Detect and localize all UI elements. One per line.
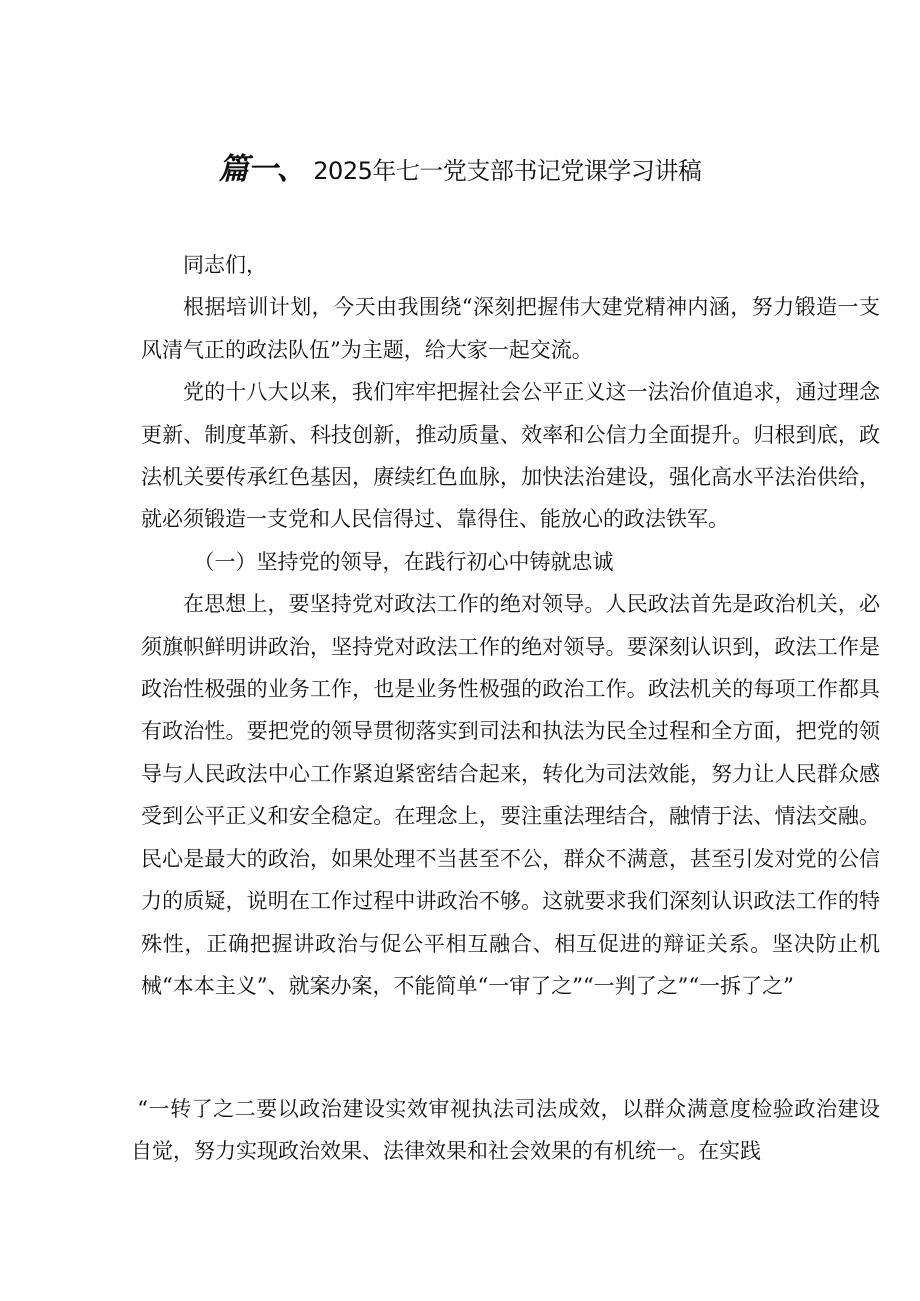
- document-continuation: [131, 1088, 880, 1173]
- document-body: [141, 244, 880, 1007]
- section-paragraph: 在思想上，要坚持党对政法工作的绝对领导。人民政法首先是政治机关，必须旗帜鲜明讲政治，坚持党对政法工作的绝对领导。要深刻认识到，政法工作是政治性极强的业务工作，也是业务性极强的政治工作。政法机关的每项工作都具有政治性。要把党的领导贯彻落实到司法和执法为民全过程和全方面，把党的领导与人民政法中心工作紧迫紧密结合起来，转化为司法效能，努力让人民群众感受到公平正义和安全稳定。在理念上，要注重法理结合，融情于法、情法交融。民心是最大的政治，如果处理不当甚至不公，群众不满意，甚至引发对党的公信力的质疑，说明在工作过程中讲政治不够。这就要求我们深刻认识政法工作的特殊性，正确把握讲政治与促公平相互融合、相互促进的辩证关系。坚决防止机械“本本主义”、就案办案，不能简单“一审了之”“一判了之”“一拆了之”: [141, 592, 880, 998]
- salutation: 同志们，: [183, 253, 267, 277]
- document-title: [0, 148, 920, 193]
- context-paragraph: 党的十八大以来，我们牢牢把握社会公平正义这一法治价值追求，通过理念更新、制度革新、科技创新，推动质量、效率和公信力全面提升。归根到底，政法机关要传承红色基因，赓续红色血脉，加快法治建设，强化高水平法治供给，就必须锻造一支党和人民信得过、靠得住、能放心的政法铁军。: [141, 380, 880, 532]
- section-heading: （一）坚持党的领导，在践行初心中铸就忠诚: [193, 549, 614, 574]
- continuation-paragraph: “一转了之二要以政治建设实效审视执法司法成效，以群众满意度检验政治建设自觉，努力实现政治效果、法律效果和社会效果的有机统一。在实践: [131, 1097, 880, 1164]
- title-main: 2025年七一党支部书记党课学习讲稿: [313, 157, 702, 185]
- intro-paragraph: 根据培训计划，今天由我围绕“深刻把握伟大建党精神内涵，努力锻造一支风清气正的政法队伍”为主题，给大家一起交流。: [141, 295, 880, 362]
- title-prefix: 篇一、: [218, 152, 306, 187]
